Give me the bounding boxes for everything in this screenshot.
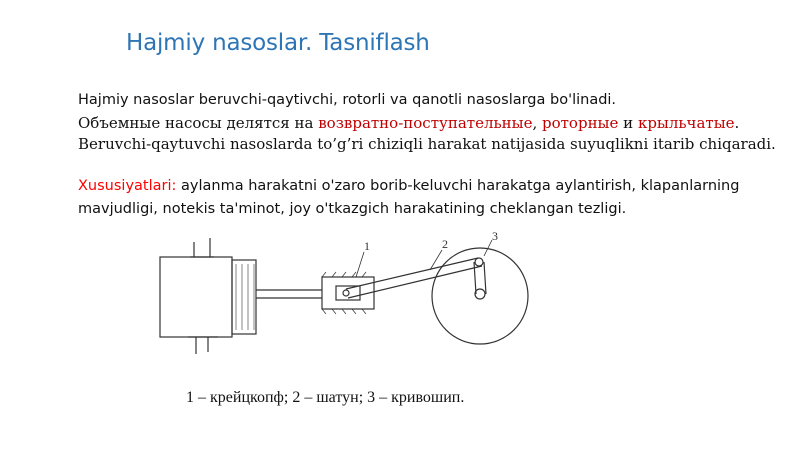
label-2: 2	[442, 237, 448, 251]
crank-arm	[474, 262, 476, 294]
diagram-caption: 1 – крейцкопф; 2 – шатун; 3 – кривошип.	[186, 389, 465, 406]
slide-title: Hajmiy nasoslar. Tasniflash	[126, 30, 430, 56]
classification-line-uz: Hajmiy nasoslar beruvchi-qaytivchi, rotorli va qanotli nasoslarga bo'linadi.	[78, 92, 617, 108]
features-label: Xususiyatlari:	[78, 178, 177, 194]
classification-line-ru	[78, 114, 739, 132]
crosshead-guide	[322, 277, 374, 309]
line2-separator: ,	[532, 114, 542, 132]
piston	[232, 260, 256, 334]
cylinder	[160, 257, 232, 337]
line2-prefix: Объемные насосы делятся на	[78, 114, 319, 132]
term-vane: крыльчатые	[637, 114, 735, 132]
label-1: 1	[364, 239, 370, 253]
crank-disk	[432, 248, 528, 344]
line2-and: и	[618, 114, 638, 132]
features-text: aylanma harakatni o'zaro borib-keluvchi harakatga aylantirish, klapanlarning	[176, 178, 740, 194]
features-line-2: mavjudligi, notekis ta'minot, joy o'tkazgich harakatining cheklangan tezligi.	[78, 201, 627, 217]
piston-pump-diagram	[150, 232, 530, 372]
connecting-rod	[346, 258, 478, 289]
reciprocating-description: Beruvchi-qaytuvchi nasoslarda to’g’ri chiziqli harakat natijasida suyuqlikni itarib chiqaradi.	[78, 135, 776, 153]
features-line-1	[78, 178, 739, 194]
term-reciprocating: возвратно-поступательные	[318, 114, 533, 132]
line2-end: .	[734, 114, 740, 132]
label-3: 3	[492, 232, 498, 243]
term-rotary: роторные	[542, 114, 619, 132]
